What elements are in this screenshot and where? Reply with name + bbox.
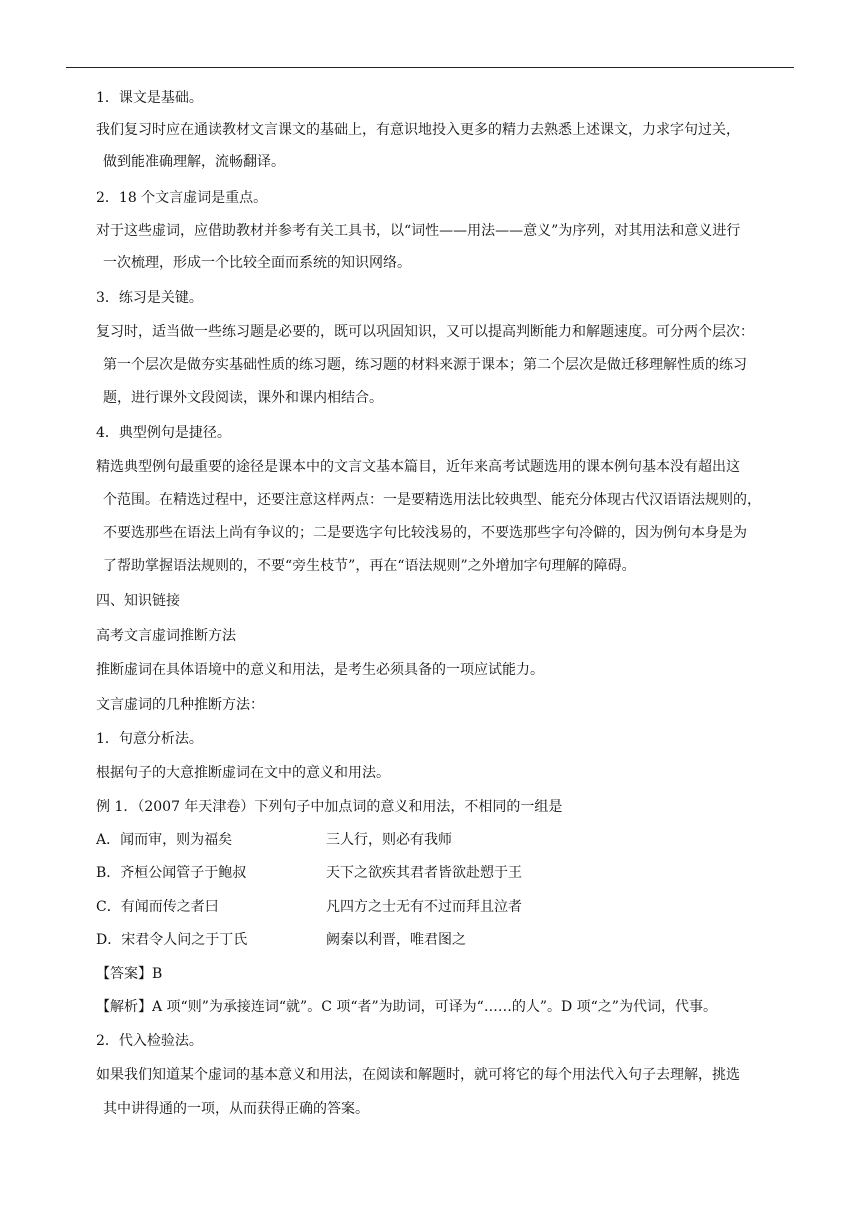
paragraph-line: 做到能准确理解，流畅翻译。 bbox=[103, 154, 285, 170]
method-heading-1: 1．句意分析法。 bbox=[96, 731, 203, 747]
paragraph-line: 了帮助掌握语法规则的，不要“旁生枝节”，再在“语法规则”之外增加字句理解的障碍。 bbox=[103, 558, 636, 574]
paragraph-line: 复习时，适当做一些练习题是必要的，既可以巩固知识，又可以提高判断能力和解题速度。可分两个层次： bbox=[96, 324, 754, 340]
paragraph-line: 第一个层次是做夯实基础性质的练习题，练习题的材料来源于课本；第二个层次是做迁移理解性质的练习 bbox=[103, 357, 747, 373]
heading-3: 3．练习是关键。 bbox=[96, 290, 203, 306]
option-a-left: A．闻而审，则为福矣 bbox=[96, 832, 233, 848]
subsection-title: 高考文言虚词推断方法 bbox=[96, 628, 236, 644]
option-d-right: 阙秦以利晋，唯君图之 bbox=[326, 932, 466, 948]
heading-4: 4．典型例句是捷径。 bbox=[96, 425, 231, 441]
paragraph-line: 精选典型例句最重要的途径是课本中的文言文基本篇目，近年来高考试题选用的课本例句基本没有超出这 bbox=[96, 459, 740, 475]
paragraph-line: 其中讲得通的一项，从而获得正确的答案。 bbox=[103, 1101, 369, 1117]
paragraph-line: 个范围。在精选过程中，还要注意这样两点：一是要精选用法比较典型、能充分体现古代汉语语法规则的， bbox=[103, 492, 761, 508]
analysis-line: 【解析】A 项“则”为承接连词“就”。C 项“者”为助词，可译为“……的人”。D 项“之”为代词，代事。 bbox=[96, 999, 717, 1015]
paragraph-line: 我们复习时应在通读教材文言课文的基础上，有意识地投入更多的精力去熟悉上述课文，力求字句过关， bbox=[96, 122, 740, 138]
paragraph-line: 如果我们知道某个虚词的基本意义和用法，在阅读和解题时，就可将它的每个用法代入句子去理解，挑选 bbox=[96, 1067, 740, 1083]
header-rule bbox=[66, 67, 794, 68]
method-heading-2: 2．代入检验法。 bbox=[96, 1033, 203, 1049]
paragraph-line: 不要选那些在语法上尚有争议的；二是要选字句比较浅易的，不要选那些字句冷僻的，因为例句本身是为 bbox=[103, 525, 747, 541]
paragraph-line: 一次梳理，形成一个比较全面而系统的知识网络。 bbox=[103, 255, 411, 271]
option-b-left: B．齐桓公闻管子于鲍叔 bbox=[96, 865, 247, 881]
section-heading: 四、知识链接 bbox=[96, 593, 180, 609]
option-a-right: 三人行，则必有我师 bbox=[326, 832, 452, 848]
heading-1: 1．课文是基础。 bbox=[96, 90, 203, 106]
option-c-right: 凡四方之士无有不过而拜且泣者 bbox=[326, 899, 522, 915]
paragraph-line: 题，进行课外文段阅读，课外和课内相结合。 bbox=[103, 390, 383, 406]
paragraph-line: 对于这些虚词，应借助教材并参考有关工具书，以“词性——用法——意义”为序列，对其用法和意义进行 bbox=[96, 223, 741, 239]
option-c-left: C．有闻而传之者曰 bbox=[96, 899, 219, 915]
paragraph-line: 推断虚词在具体语境中的意义和用法，是考生必须具备的一项应试能力。 bbox=[96, 662, 544, 678]
heading-2: 2．18 个文言虚词是重点。 bbox=[96, 190, 268, 206]
paragraph-line: 根据句子的大意推断虚词在文中的意义和用法。 bbox=[96, 765, 390, 781]
paragraph-line: 文言虚词的几种推断方法： bbox=[96, 697, 264, 713]
example-question: 例 1．（2007 年天津卷）下列句子中加点词的意义和用法，不相同的一组是 bbox=[96, 799, 563, 815]
option-b-right: 天下之欲疾其君者皆欲赴愬于王 bbox=[326, 865, 522, 881]
option-d-left: D．宋君令人问之于丁氏 bbox=[96, 932, 248, 948]
answer-line: 【答案】B bbox=[96, 966, 163, 982]
